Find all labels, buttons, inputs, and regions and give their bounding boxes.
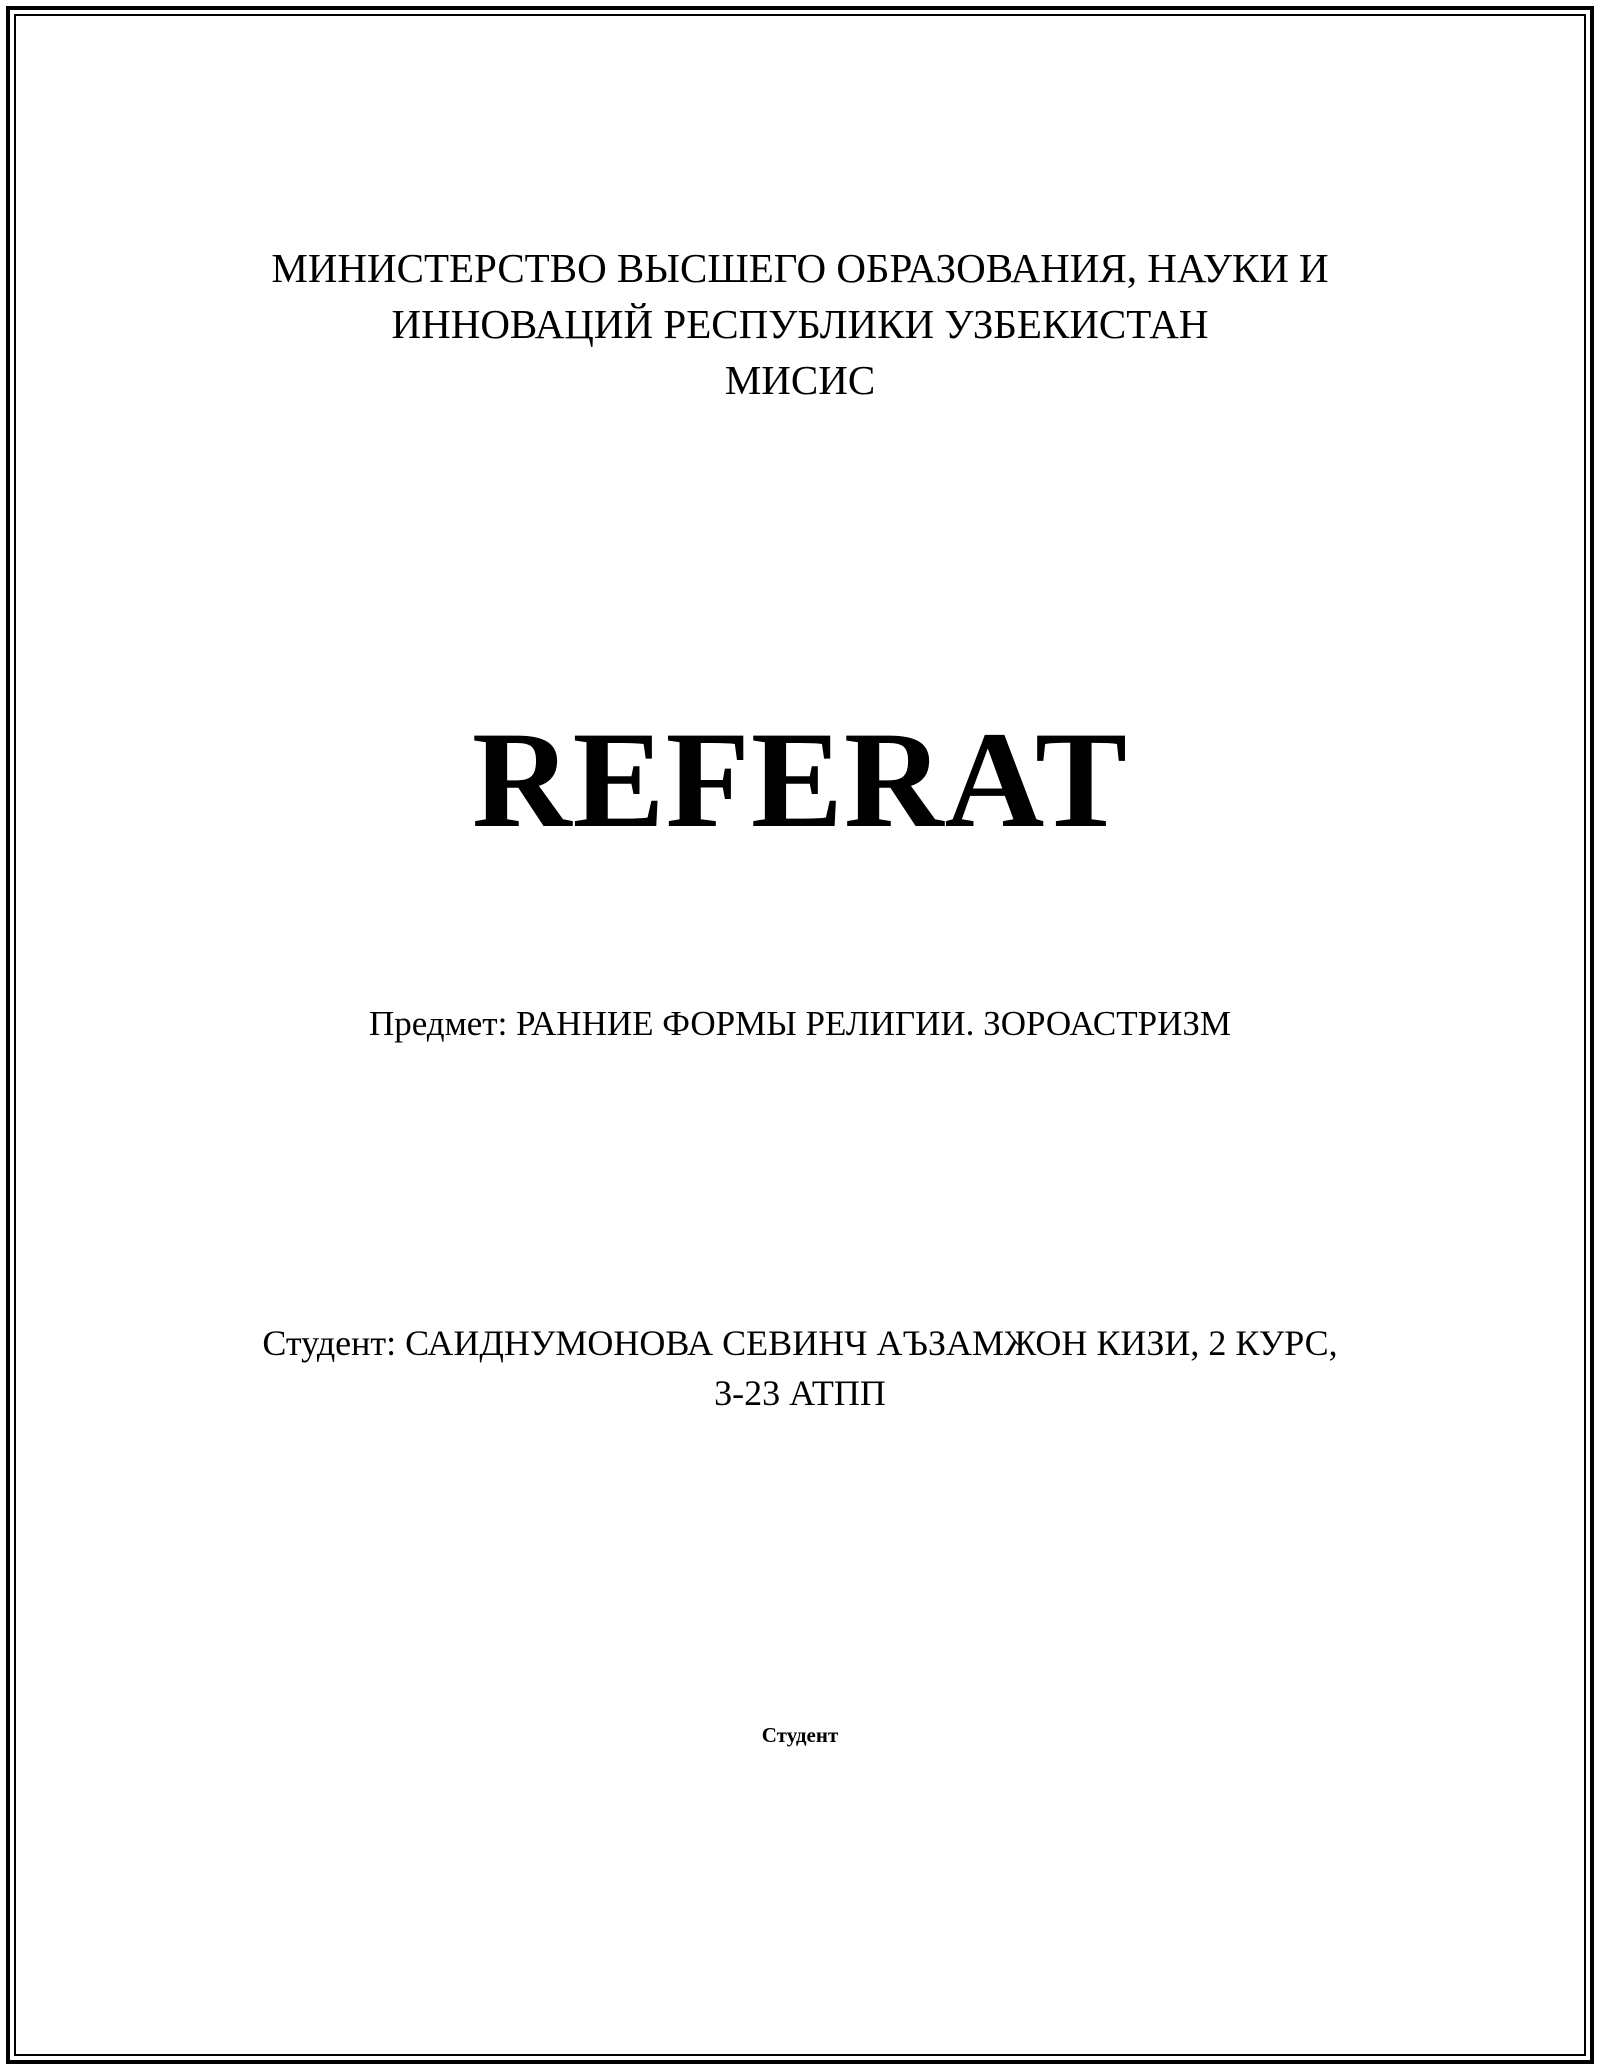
- student-signature-label: Студент: [761, 1723, 839, 1747]
- student-line-1: Студент: САИДНУМОНОВА СЕВИНЧ АЪЗАМЖОН КИЗИ, 2 КУРС,: [262, 1323, 1338, 1363]
- student-info: [100, 1318, 1500, 1418]
- document-title: REFERAT: [471, 703, 1129, 856]
- ministry-line-2: ИННОВАЦИЙ РЕСПУБЛИКИ УЗБЕКИСТАН: [391, 301, 1209, 347]
- ministry-header: [100, 240, 1500, 408]
- ministry-line-1: МИНИСТЕРСТВО ВЫСШЕГО ОБРАЗОВАНИЯ, НАУКИ И: [271, 245, 1329, 291]
- subject-line: Предмет: РАННИЕ ФОРМЫ РЕЛИГИИ. ЗОРОАСТРИЗМ: [368, 1004, 1232, 1043]
- university-name: МИСИС: [724, 357, 876, 403]
- student-line-2: 3-23 АТПП: [714, 1373, 886, 1413]
